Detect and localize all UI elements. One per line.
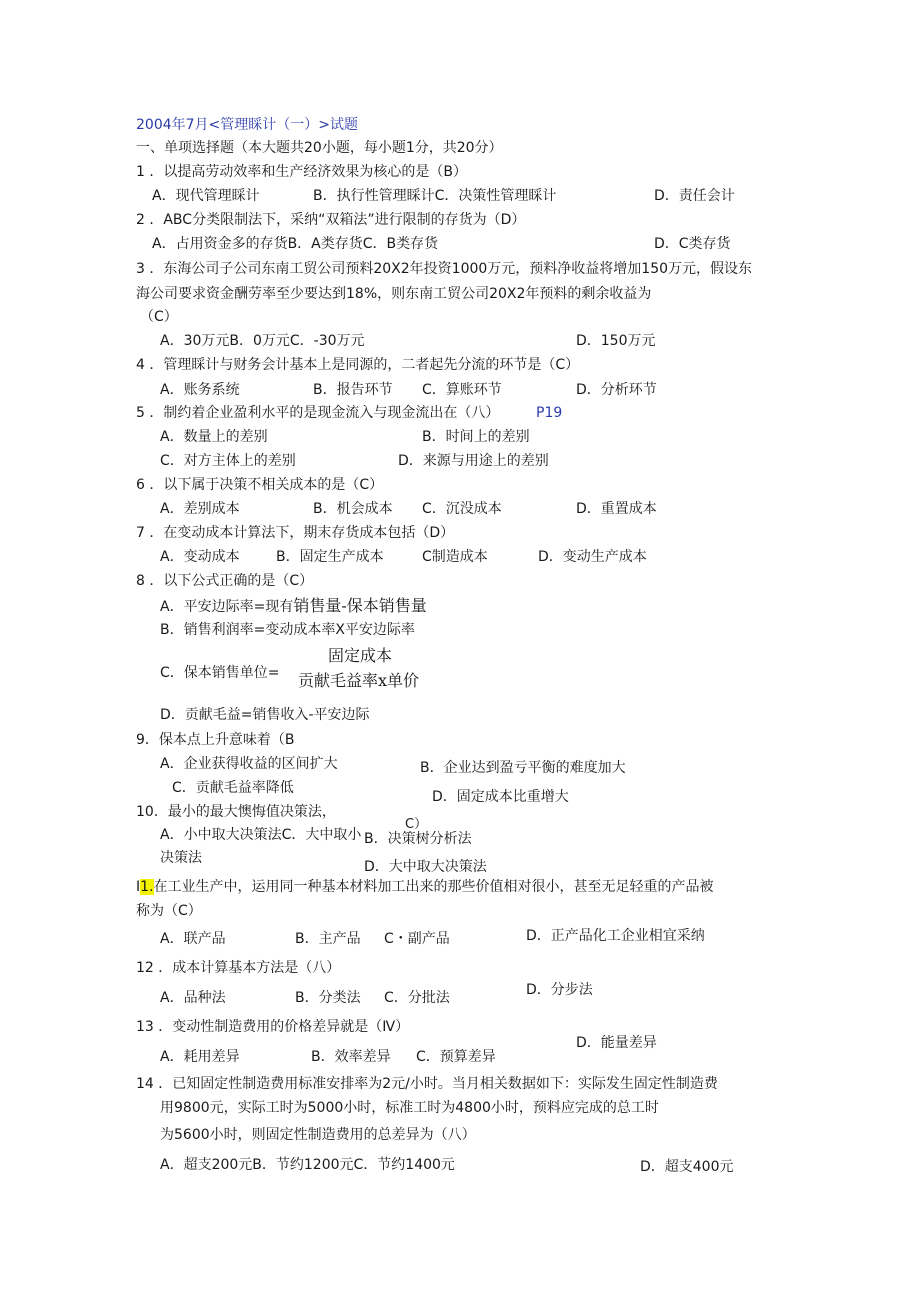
question-3-answer: （C）: [140, 309, 178, 325]
question-10-answer-fragment: C）: [405, 817, 428, 832]
question-11-line-1: [136, 880, 714, 894]
question-14-option-abc: A．超支200元B．节约1200元C．节约1400元: [160, 1157, 455, 1173]
question-12-option-b: B．分类法: [295, 990, 361, 1006]
question-8-stem: 8 ．以下公式正确的是（C）: [136, 573, 314, 589]
question-11-option-b: B．主产品: [295, 931, 361, 947]
question-4-option-c: C．算账环节: [422, 382, 502, 398]
question-11-number-prefix: I: [136, 879, 141, 895]
question-11-line-2: 称为（C）: [136, 903, 202, 919]
question-2-option-d: D．C类存货: [654, 236, 731, 252]
question-1-option-a: A．现代管理睬计: [152, 188, 260, 204]
question-7-option-d: D．变动生产成本: [538, 549, 647, 565]
question-10-stem: 10．最小的最大懊悔值决策法，: [136, 804, 336, 820]
question-11-option-a: A．联产品: [160, 931, 226, 947]
question-6-option-d: D．重置成本: [576, 501, 657, 517]
question-5-option-d: D．来源与用途上的差别: [398, 453, 549, 469]
question-12-option-d: D．分步法: [526, 982, 593, 998]
question-3-option-d: D．150万元: [576, 333, 656, 349]
question-4-option-b: B．报告环节: [313, 382, 393, 398]
question-12-option-c: C．分批法: [384, 990, 450, 1006]
question-2-option-abc: A．占用资金多的存货B．A类存货C．B类存货: [152, 236, 439, 252]
question-13-option-a: A．耗用差异: [160, 1049, 240, 1065]
question-6-option-b: B．机会成本: [313, 501, 393, 517]
question-6-stem: 6 ．以下属于决策不相关成本的是（C）: [136, 477, 384, 493]
question-10-option-d: D．大中取大决策法: [364, 859, 487, 875]
question-6-option-c: C．沉没成本: [422, 501, 502, 517]
question-7-option-c: C制造成本: [422, 549, 488, 565]
question-8-fraction-denominator: 贡献毛益率x单价: [298, 671, 420, 690]
question-5-stem: 5 ．制约着企业盈利水平的是现金流入与现金流出在（八）: [136, 405, 500, 421]
question-7-option-a: A．变动成本: [160, 549, 240, 565]
exam-title: 2004年7月<管理睬计（一）>试题: [136, 117, 358, 133]
question-9-option-c: C．贡献毛益率降低: [172, 780, 294, 796]
question-7-stem: 7 ．在变动成本计算法下，期末存货成本包括（D）: [136, 525, 455, 541]
question-8-fraction-numerator: 固定成本: [328, 646, 393, 665]
question-11-option-c: C・副产品: [384, 931, 450, 947]
question-9-option-a: A．企业获得收益的区间扩大: [160, 756, 338, 772]
question-6-option-a: A．差别成本: [160, 501, 240, 517]
question-1-option-d: D．责任会计: [654, 188, 735, 204]
question-1-stem: 1 ．以提高劳动效率和生产经济效果为核心的是（B）: [136, 164, 467, 180]
question-13-stem: 13 ．变动性制造费用的价格差异就是（Ⅳ）: [136, 1019, 410, 1035]
question-13-option-c: C．预算差异: [416, 1049, 496, 1065]
question-12-option-a: A．品种法: [160, 990, 226, 1006]
question-13-option-b: B．效率差异: [311, 1049, 391, 1065]
question-8-option-a-prefix: A．平安边际率=现有: [160, 599, 294, 615]
question-5-option-c: C．对方主体上的差别: [160, 453, 296, 469]
question-14-line-2: 用9800元，实际工时为5000小时，标准工时为4800小时，预料应完成的总工时: [160, 1100, 659, 1116]
question-9-stem: 9．保本点上升意味着（B: [136, 732, 295, 748]
question-14-line-3: 为5600小时，则固定性制造费用的总差异为（八）: [160, 1127, 476, 1143]
question-5-option-a: A．数量上的差别: [160, 429, 268, 445]
question-8-option-b: B．销售利润率=变动成本率X平安边际率: [160, 622, 415, 638]
question-8-option-d: D．贡献毛益=销售收入-平安边际: [160, 707, 370, 723]
question-10-option-b: B．决策树分析法: [364, 831, 472, 847]
question-1-option-bc: B．执行性管理睬计C．决策性管理睬计: [313, 188, 557, 204]
question-10-option-ac: A．小中取大决策法C．大中取小: [160, 827, 362, 843]
question-13-option-d: D．能量差异: [576, 1035, 657, 1051]
question-11-number-highlight: 1.: [140, 879, 154, 895]
question-4-option-a: A．账务系统: [160, 382, 240, 398]
question-7-option-b: B．固定生产成本: [276, 549, 384, 565]
question-4-stem: 4 ．管理睬计与财务会计基本上是同源的，二者起先分流的环节是（C）: [136, 357, 580, 373]
question-3-line-2: 海公司要求资金酬劳率至少要达到18%，则东南工贸公司20X2年预料的剩余收益为: [136, 286, 652, 302]
question-12-stem: 12 ．成本计算基本方法是（八）: [136, 960, 341, 976]
question-8-option-a: [160, 598, 427, 614]
question-11-text: 在工业生产中，运用同一种基本材料加工出来的那些价值相对很小，甚至无足轻重的产品被: [153, 879, 714, 895]
question-5-page-ref: P19: [536, 405, 563, 421]
question-4-option-d: D．分析环节: [576, 382, 657, 398]
question-9-option-b: B．企业达到盈亏平衡的难度加大: [420, 760, 626, 776]
question-8-option-c: C．保本销售单位=: [160, 665, 280, 681]
question-5-option-b: B．时间上的差别: [422, 429, 530, 445]
question-14-option-d: D．超支400元: [640, 1159, 734, 1175]
section-heading: 一、单项选择题（本大题共20小题，每小题1分，共20分）: [136, 140, 503, 156]
question-3-line-1: 3 ．东海公司子公司东南工贸公司预料20X2年投资1000万元，预料净收益将增加150万元，假设东: [136, 261, 753, 277]
question-14-line-1: 14 ．已知固定性制造费用标准安排率为2元/小时。当月相关数据如下：实际发生固定性制造费: [136, 1076, 718, 1092]
question-2-stem: 2 ．ABC分类限制法下，采纳“双箱法”进行限制的存货为（D）: [136, 212, 526, 228]
question-11-option-d: D．正产品化工企业相宜采纳: [526, 928, 705, 944]
question-9-option-d: D．固定成本比重增大: [432, 789, 569, 805]
question-3-option-abc: A．30万元B．0万元C．-30万元: [160, 333, 365, 349]
question-10-option-ac-continued: 决策法: [160, 850, 202, 866]
question-8-option-a-formula: 销售量-保本销售量: [293, 596, 427, 615]
